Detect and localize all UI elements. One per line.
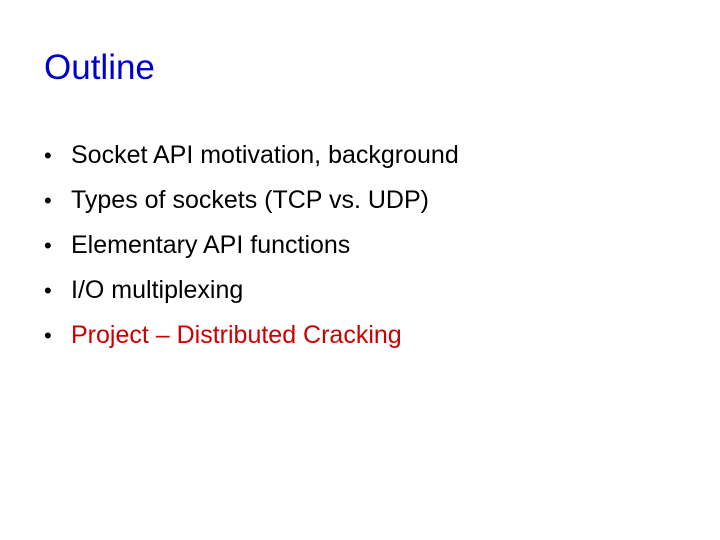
bullet-icon: •	[44, 277, 52, 303]
bullet-text: Project – Distributed Cracking	[71, 321, 402, 349]
bullet-icon: •	[44, 232, 52, 258]
bullet-icon: •	[44, 187, 52, 213]
bullet-text: Socket API motivation, background	[71, 141, 459, 169]
bullet-item	[44, 178, 459, 223]
bullet-text: Types of sockets (TCP vs. UDP)	[71, 186, 429, 214]
bullet-icon: •	[44, 142, 52, 168]
bullet-text: I/O multiplexing	[71, 276, 244, 304]
bullet-text: Elementary API functions	[71, 231, 351, 259]
bullet-item	[44, 268, 459, 313]
bullet-list	[44, 133, 459, 358]
bullet-item	[44, 313, 459, 358]
slide-title: Outline	[44, 48, 155, 87]
bullet-icon: •	[44, 322, 52, 348]
bullet-item	[44, 223, 459, 268]
bullet-item	[44, 133, 459, 178]
